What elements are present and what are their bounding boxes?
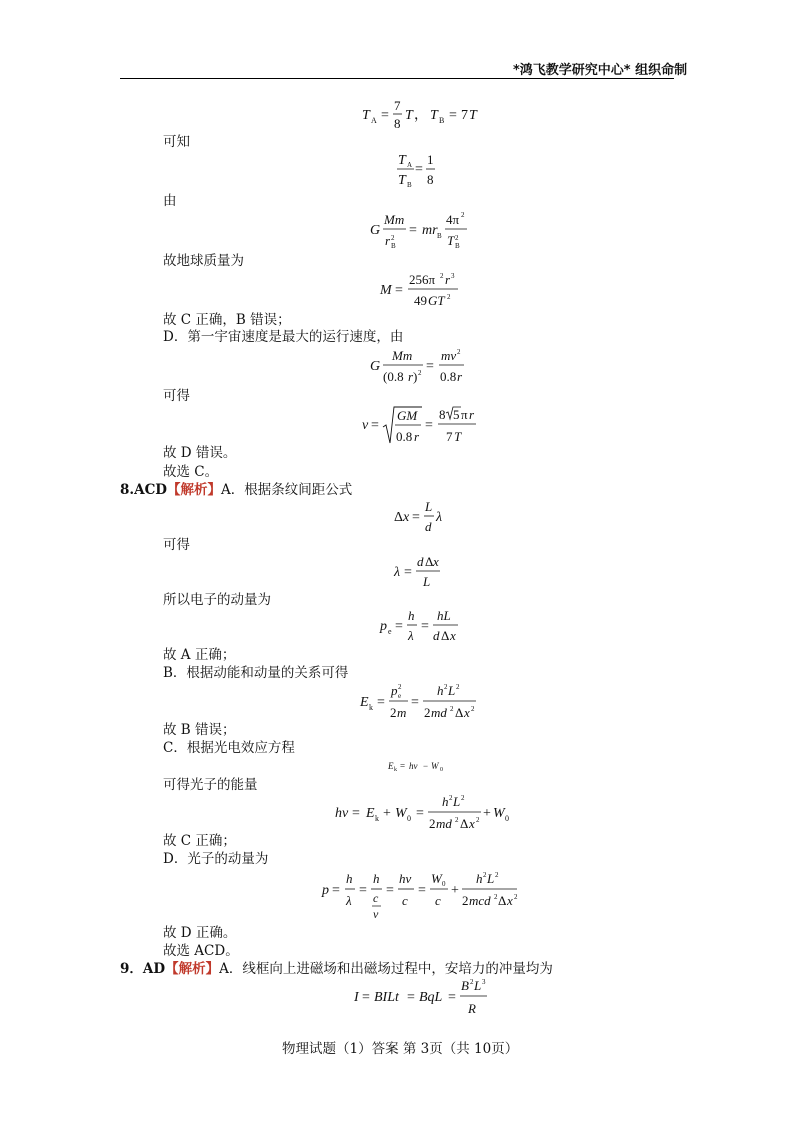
svg-text:=: =	[377, 695, 385, 710]
svg-text:2: 2	[514, 893, 518, 901]
svg-text:0: 0	[505, 814, 509, 823]
svg-text:BqL: BqL	[419, 990, 443, 1005]
svg-text:x: x	[464, 705, 470, 720]
svg-text:I: I	[354, 990, 359, 1005]
svg-text:A: A	[407, 161, 413, 169]
equation-photoelectric	[386, 758, 456, 774]
svg-text:hν: hν	[409, 761, 418, 771]
header-rule	[120, 78, 674, 79]
svg-text:2: 2	[495, 871, 499, 879]
svg-text:GM: GM	[397, 408, 418, 423]
svg-text:e: e	[388, 627, 392, 636]
svg-text:=: =	[386, 883, 394, 898]
svg-text:0: 0	[442, 880, 446, 888]
svg-text:L: L	[425, 499, 433, 514]
svg-text:L: L	[448, 683, 456, 698]
svg-text:h: h	[346, 871, 353, 886]
svg-text:B: B	[439, 116, 445, 125]
svg-text:k: k	[394, 767, 397, 773]
svg-text:Δ: Δ	[498, 893, 507, 908]
text-line: 故 C 正确；	[163, 833, 236, 849]
svg-text:2: 2	[476, 816, 480, 824]
text-line: 故选 ACD。	[163, 943, 239, 959]
svg-text:2: 2	[471, 705, 475, 713]
svg-text:hν: hν	[399, 871, 412, 886]
equation-first-cosmic-velocity	[368, 346, 478, 388]
svg-text:m: m	[397, 705, 407, 720]
svg-text:x: x	[507, 893, 513, 908]
svg-text:r: r	[408, 369, 414, 384]
svg-text:A: A	[371, 116, 377, 125]
page-footer: 物理试题（1）答案 第 3页（共 10页）	[282, 1041, 519, 1057]
svg-text:x: x	[403, 510, 410, 525]
text-line: 故 A 正确；	[163, 647, 236, 663]
svg-text:Δ: Δ	[455, 705, 464, 720]
svg-text:49: 49	[414, 293, 427, 308]
svg-text:Δ: Δ	[441, 628, 450, 643]
svg-text:3: 3	[482, 978, 486, 986]
svg-text:GT: GT	[428, 293, 445, 308]
svg-text:x: x	[469, 816, 475, 831]
svg-text:mcd: mcd	[469, 893, 491, 908]
svg-text:7: 7	[461, 108, 468, 123]
analysis-tag: 【解析】	[167, 482, 222, 498]
svg-text:r: r	[385, 233, 391, 248]
svg-text:8: 8	[439, 407, 446, 422]
svg-text:r: r	[445, 272, 451, 287]
svg-text:r: r	[457, 369, 463, 384]
text-line: 可得	[163, 537, 190, 553]
svg-text:2: 2	[398, 683, 402, 691]
question-number: 9．AD	[120, 961, 166, 977]
question-number: 8.ACD	[120, 482, 168, 498]
svg-text:ν: ν	[373, 907, 379, 921]
svg-text:+: +	[483, 806, 491, 821]
text-line: D．光子的动量为	[163, 851, 269, 867]
equation-earth-mass	[378, 270, 468, 312]
svg-text:2: 2	[462, 893, 469, 908]
svg-text:c: c	[402, 893, 408, 908]
svg-text:=: =	[332, 883, 340, 898]
svg-text:T: T	[398, 173, 406, 188]
svg-text:B: B	[407, 181, 412, 189]
text-line: 故选 C。	[163, 464, 219, 480]
equation-gravity-orbit	[368, 208, 478, 252]
text-line: 故 D 正确。	[163, 925, 237, 941]
svg-text:2: 2	[455, 816, 459, 824]
svg-text:mr: mr	[422, 223, 438, 238]
svg-text:1: 1	[427, 152, 434, 167]
svg-text:=: =	[411, 695, 419, 710]
svg-text:−: −	[423, 761, 429, 771]
svg-text:d: d	[425, 519, 432, 534]
svg-text:R: R	[468, 1001, 476, 1016]
svg-text:8: 8	[394, 116, 401, 131]
svg-text:L: L	[453, 794, 461, 809]
svg-text:W: W	[431, 871, 442, 886]
organization-header: *鸿飞教学研究中心* 组织命制	[513, 63, 688, 78]
svg-text:=: =	[409, 223, 417, 238]
svg-text:p: p	[380, 619, 387, 634]
svg-text:Δ: Δ	[394, 510, 404, 525]
svg-text:0: 0	[407, 814, 411, 823]
svg-text:r: r	[414, 429, 420, 444]
svg-text:G: G	[370, 359, 381, 374]
svg-text:+: +	[383, 806, 391, 821]
svg-text:B: B	[461, 978, 469, 993]
svg-text:2: 2	[470, 978, 474, 986]
svg-text:2: 2	[440, 272, 444, 280]
svg-text:E: E	[366, 806, 375, 821]
svg-text:E: E	[388, 761, 394, 771]
svg-text:T: T	[405, 108, 413, 123]
svg-text:G: G	[370, 223, 381, 238]
svg-text:=: =	[400, 761, 406, 771]
svg-text:2: 2	[429, 816, 436, 831]
analysis-tag: 【解析】	[165, 961, 220, 977]
svg-text:p: p	[322, 883, 329, 898]
svg-text:2: 2	[483, 871, 487, 879]
svg-text:c: c	[435, 893, 441, 908]
svg-text:2: 2	[450, 705, 454, 713]
svg-text:2: 2	[418, 369, 422, 377]
question-9-header	[120, 961, 553, 977]
text-line: 可得光子的能量	[163, 777, 258, 793]
svg-text:=: =	[395, 619, 403, 634]
svg-text:2: 2	[444, 683, 448, 691]
svg-text:2: 2	[390, 705, 397, 720]
svg-text:T: T	[447, 233, 455, 248]
svg-text:W: W	[493, 806, 505, 821]
svg-text:p: p	[391, 683, 398, 698]
text-line: 故 B 错误；	[163, 722, 236, 738]
question-8-header	[120, 482, 352, 498]
svg-text:7: 7	[394, 98, 401, 113]
svg-text:=: =	[362, 990, 370, 1005]
svg-text:λ: λ	[394, 565, 401, 580]
svg-text:2: 2	[424, 705, 431, 720]
text-line: 所以电子的动量为	[163, 592, 271, 608]
equation-period-values	[360, 98, 480, 134]
svg-text:M: M	[380, 283, 392, 298]
svg-text:L: L	[474, 978, 482, 993]
svg-text:T: T	[362, 108, 370, 123]
equation-photon-momentum	[320, 866, 520, 924]
svg-text:B: B	[391, 242, 396, 250]
svg-text:2: 2	[391, 234, 395, 242]
question-text: A．线框向上进磁场和出磁场过程中，安培力的冲量均为	[219, 961, 553, 977]
svg-text:0.8: 0.8	[440, 369, 457, 384]
svg-text:0: 0	[440, 767, 443, 773]
svg-text:BILt: BILt	[374, 990, 399, 1005]
svg-text:=: =	[449, 108, 457, 123]
text-line: C．根据光电效应方程	[163, 740, 295, 756]
svg-text:hL: hL	[437, 608, 451, 623]
equation-impulse	[352, 976, 492, 1020]
svg-text:+: +	[451, 883, 459, 898]
svg-text:W: W	[431, 761, 439, 771]
svg-text:Δ: Δ	[460, 816, 469, 831]
svg-text:2: 2	[461, 211, 465, 219]
svg-text:W: W	[395, 806, 407, 821]
svg-text:=: =	[426, 359, 434, 374]
svg-text:=: =	[416, 806, 424, 821]
svg-text:B: B	[455, 242, 460, 250]
svg-text:L: L	[423, 574, 431, 589]
svg-text:=: =	[404, 565, 412, 580]
svg-text:): )	[413, 369, 418, 384]
svg-text:2: 2	[494, 893, 498, 901]
svg-text:5: 5	[453, 407, 460, 422]
svg-text:=: =	[407, 990, 415, 1005]
svg-text:md: md	[431, 705, 447, 720]
equation-kinetic-energy	[358, 682, 488, 724]
svg-text:hν: hν	[335, 806, 349, 821]
svg-text:=: =	[371, 418, 379, 433]
svg-text:2: 2	[456, 683, 460, 691]
text-line: 可知	[163, 134, 190, 150]
svg-text:=: =	[448, 990, 456, 1005]
text-line: 由	[163, 193, 177, 209]
svg-text:0.8: 0.8	[396, 429, 413, 444]
svg-text:h: h	[373, 871, 380, 886]
svg-text:h: h	[476, 871, 483, 886]
svg-text:T: T	[398, 153, 406, 168]
svg-text:B: B	[437, 232, 442, 240]
svg-text:Mm: Mm	[384, 212, 405, 227]
equation-wavelength	[392, 553, 452, 593]
svg-text:λ: λ	[408, 628, 414, 643]
svg-text:x: x	[450, 628, 456, 643]
svg-text:x: x	[433, 554, 439, 569]
svg-text:2: 2	[457, 348, 461, 356]
svg-text:=: =	[425, 418, 433, 433]
svg-text:2: 2	[447, 293, 451, 301]
svg-text:h: h	[442, 794, 449, 809]
svg-text:7: 7	[446, 429, 453, 444]
svg-text:=: =	[381, 108, 389, 123]
svg-text:T: T	[469, 108, 477, 123]
text-line: 故 C 正确，B 错误；	[163, 312, 291, 328]
text-line: B．根据动能和动量的关系可得	[163, 665, 349, 681]
svg-text:=: =	[418, 883, 426, 898]
svg-text:Mm: Mm	[392, 348, 413, 363]
equation-period-ratio	[396, 150, 446, 190]
svg-text:d: d	[433, 628, 440, 643]
svg-text:v: v	[362, 418, 369, 433]
svg-text:T: T	[430, 108, 438, 123]
svg-text:(0.8: (0.8	[383, 369, 404, 384]
svg-text:h: h	[408, 608, 415, 623]
svg-text:mv: mv	[441, 348, 457, 363]
svg-text:2: 2	[461, 794, 465, 802]
svg-text:λ: λ	[346, 893, 352, 908]
text-line: 故 D 错误。	[163, 445, 237, 461]
svg-text:=: =	[415, 162, 423, 177]
svg-text:π: π	[461, 407, 468, 422]
svg-text:E: E	[360, 695, 369, 710]
svg-text:2: 2	[449, 794, 453, 802]
svg-text:3: 3	[451, 272, 455, 280]
svg-text:h: h	[437, 683, 444, 698]
svg-text:r: r	[469, 407, 475, 422]
svg-text:=: =	[421, 619, 429, 634]
svg-text:256π: 256π	[409, 272, 436, 287]
svg-text:λ: λ	[436, 510, 443, 525]
text-line: D．第一宇宙速度是最大的运行速度，由	[163, 329, 404, 345]
svg-text:k: k	[369, 703, 373, 712]
text-line: 故地球质量为	[163, 253, 244, 269]
svg-text:2: 2	[455, 234, 459, 242]
svg-text:Δ: Δ	[425, 554, 434, 569]
equation-velocity-result	[360, 403, 480, 449]
svg-text:T: T	[454, 429, 462, 444]
svg-text:，: ，	[414, 108, 428, 123]
text-line: 可得	[163, 388, 190, 404]
svg-text:8: 8	[427, 172, 434, 187]
svg-text:d: d	[417, 554, 424, 569]
svg-text:=: =	[352, 806, 360, 821]
equation-photon-energy	[333, 793, 509, 835]
svg-text:L: L	[487, 871, 495, 886]
svg-text:c: c	[373, 891, 379, 905]
svg-text:e: e	[398, 692, 402, 700]
svg-text:=: =	[395, 283, 403, 298]
svg-text:k: k	[375, 814, 379, 823]
svg-text:=: =	[412, 510, 420, 525]
svg-text:=: =	[359, 883, 367, 898]
equation-electron-momentum	[378, 607, 468, 647]
svg-text:4π: 4π	[446, 212, 460, 227]
equation-fringe-spacing	[392, 498, 452, 538]
svg-text:md: md	[436, 816, 452, 831]
question-text: A．根据条纹间距公式	[221, 482, 353, 498]
